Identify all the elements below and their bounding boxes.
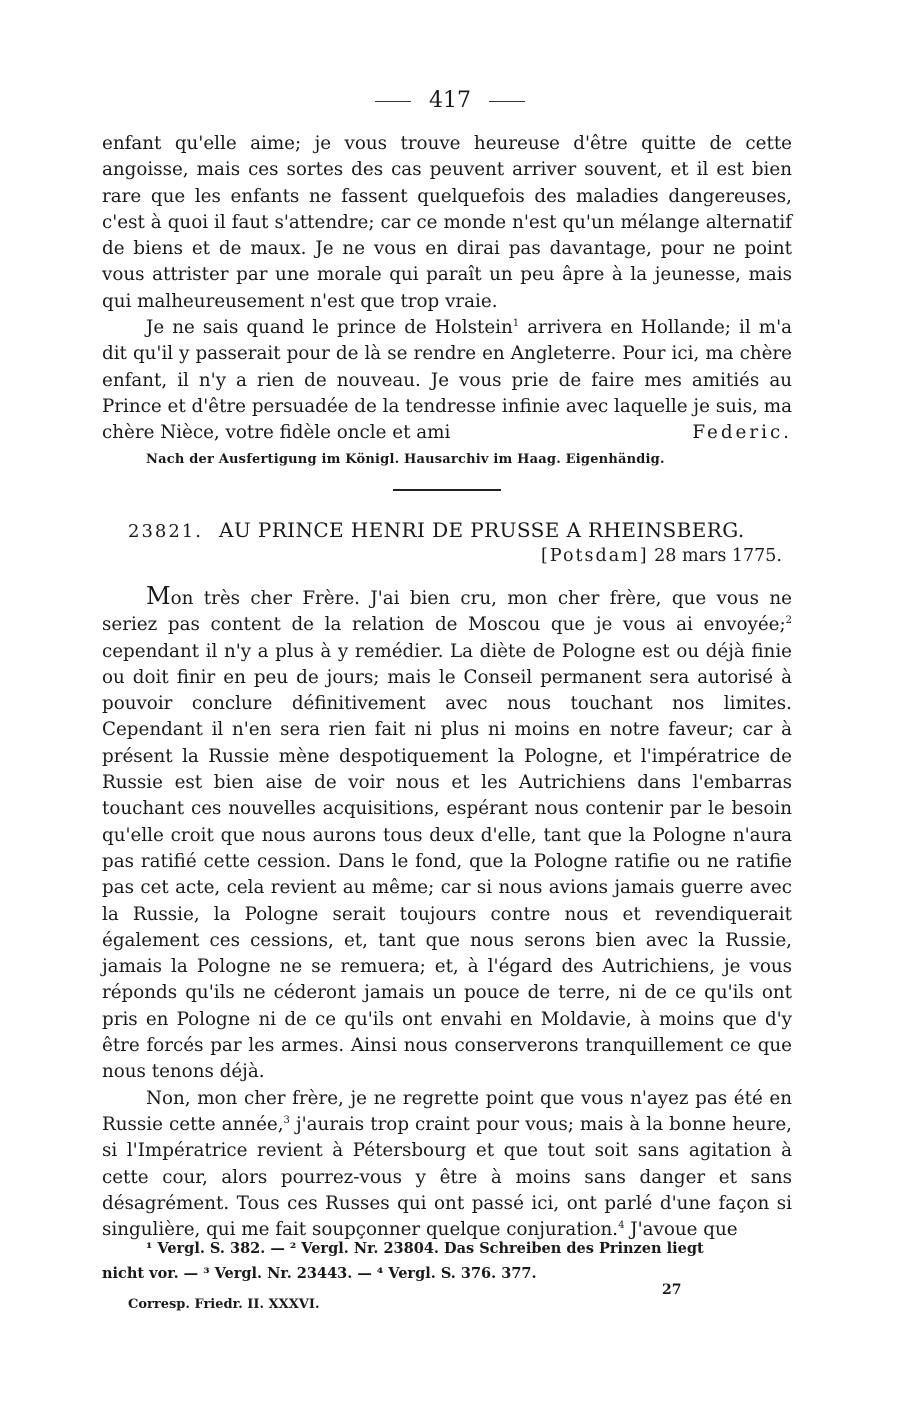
footnote-line: ¹ Vergl. S. 382. — ² Vergl. Nr. 23804. Das Schreiben des Prinzen liegt (146, 1240, 704, 1257)
letter-body (102, 583, 792, 1243)
footnotes (102, 1236, 792, 1286)
section-separator (393, 489, 501, 491)
paragraph: Non, mon cher frère, je ne regrette point que vous n'ayez pas été en Russie cette année,$^3$ j'aurais trop craint pour vous; mais à la bonne heure, si l'Impératrice revient à Pétersbourg et que tout soit sans agitation à cette cour, alors pourrez-vous y être à moins sans danger et sans désagrément. Tous ces Russes qui ont passé ici, ont parlé d'une façon si singulière, qui me fait soupçonner quelque conjuration.$^4$ J'avoue que (102, 1087, 792, 1241)
letter-continuation (102, 131, 792, 447)
paragraph: Je ne sais quand le prince de Holstein$^1$ arrivera en Hollande; il m'a dit qu'il y passerait pour de là se rendre en Angleterre. Pour ici, ma chère enfant, il n'y a rien de nouveau. Je vous prie de faire mes amitiés au Prince et d'être persuadée de la tendresse infinie avec laquelle je suis, ma chère Nièce, votre fidèle oncle et ami Federic. (102, 315, 792, 446)
footnote-ref: 3 (283, 1114, 290, 1126)
header-rule-right (489, 101, 525, 102)
letter-date: [Potsdam] 28 mars 1775. (541, 546, 782, 566)
paragraph: enfant qu'elle aime; je vous trouve heureuse d'être quitte de cette angoisse, mais ces sortes des cas peuvent arriver souvent, et il est bien rare que les enfants ne fassent quelquefois des maladies dangereuses, c'est à quoi il faut s'attendre; car ce monde n'est qu'un mélange alternatif de biens et de maux. Je ne vous en dirai pas davantage, pour ne point vous attrister par une morale qui paraît un peu âpre à la jeunesse, mais qui malheureusement n'est que trop vraie. (102, 133, 792, 312)
footnote-ref: 2 (785, 615, 792, 627)
sheet-number: 27 (662, 1282, 682, 1298)
letter-title: AU PRINCE HENRI DE PRUSSE A RHEINSBERG. (218, 518, 745, 542)
paragraph: Mon très cher Frère. J'ai bien cru, mon cher frère, que vous ne seriez pas content de la relation de Moscou que je vous ai envoyée;$^2$ cependant il n'y a plus à y remédier. La diète de Pologne est ou déjà finie ou doit finir en peu de jours; mais le Conseil permanent sera autorisé à pouvoir conclure définitivement avec nous touchant nos limites. Cependant il n'en sera rien fait ni plus ni moins en notre faveur; car à présent la Russie mène despotiquement la Pologne, et l'impératrice de Russie est bien aise de voir nous et les Autrichiens dans l'embarras touchant ces nouvelles acquisitions, espérant nous contenir par le besoin qu'elle croit que nous aurons tous deux d'elle, tant que la Pologne n'aura pas ratifié cette cession. Dans le fond, que la Pologne ratifie ou ne ratifie pas cet acte, cela revient au même; car si nous avions jamais guerre avec la Russie, la Pologne serait toujours contre nous et revendiquerait également ces cessions, et, tant que nous serons bien avec la Russie, jamais la Pologne ne se remuera; et, à l'égard des Autrichiens, je vous réponds qu'ils ne céderont jamais un pouce de terre, ni de ce qu'ils ont pris en Pologne ni de ce qu'ils ont envahi en Moldavie, à moins que d'y être forcés par les armes. Ainsi nous conserverons tranquillement ce que nous tenons déjà. (102, 582, 792, 1083)
letter-number: 23821. (128, 521, 203, 542)
letter-heading (128, 518, 745, 542)
initial-letter: M (146, 582, 171, 610)
footnote-line: nicht vor. — ³ Vergl. Nr. 23443. — ⁴ Vergl. S. 376. 377. (102, 1265, 537, 1282)
page-header (0, 88, 900, 113)
page-number: 417 (429, 88, 471, 113)
footnote-ref: 1 (512, 317, 520, 329)
source-note: Nach der Ausfertigung im Königl. Hausarchiv im Haag. Eigenhändig. (146, 452, 665, 467)
footnote-ref: 4 (618, 1220, 625, 1232)
header-rule-left (375, 101, 411, 102)
signature-mark: Corresp. Friedr. II. XXXVI. (128, 1297, 320, 1312)
signature: Federic. (692, 422, 792, 444)
